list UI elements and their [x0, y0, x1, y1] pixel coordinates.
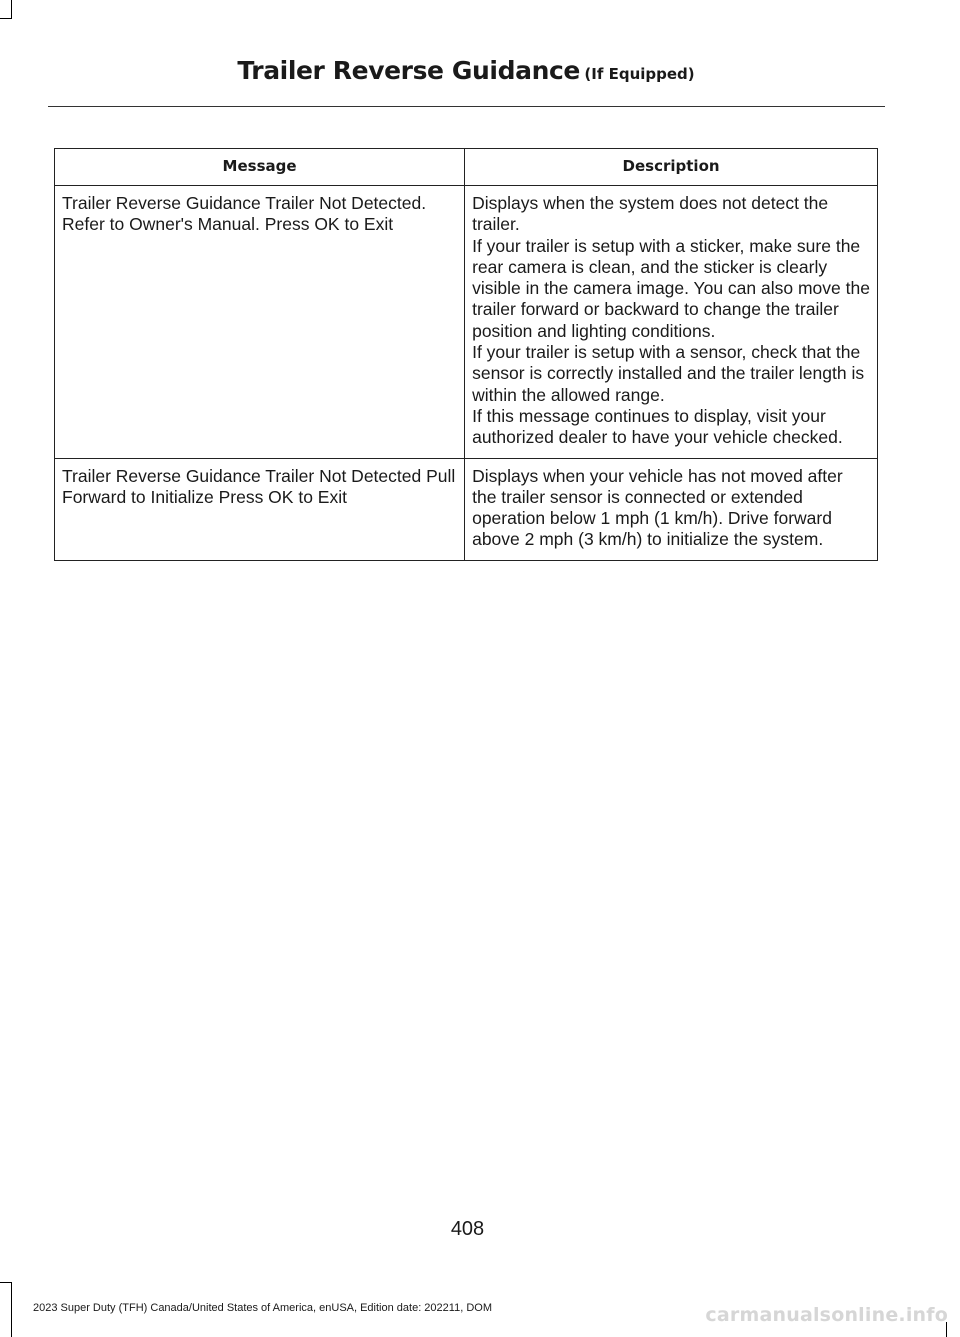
message-cell: Trailer Reverse Guidance Trailer Not Detected. Refer to Owner's Manual. Press OK to Exit: [55, 186, 465, 459]
description-cell: [465, 458, 878, 560]
watermark-text: carmanualsonline.info: [705, 1304, 948, 1326]
crop-mark: [0, 18, 12, 19]
message-table: [54, 148, 878, 561]
table-header-row: [55, 149, 878, 186]
crop-mark: [0, 1282, 12, 1283]
footer-edition-info: 2023 Super Duty (TFH) Canada/United States of America, enUSA, Edition date: 202211, DOM: [33, 1302, 492, 1314]
description-paragraph: If this message continues to display, visit your authorized dealer to have your vehicle checked.: [472, 405, 843, 448]
table-row: [55, 186, 878, 459]
crop-mark: [11, 1282, 12, 1337]
column-header-message: Message: [55, 149, 465, 186]
page-header: [48, 56, 884, 85]
header-divider: [48, 106, 885, 107]
page-subtitle: (If Equipped): [584, 65, 695, 83]
page-title: Trailer Reverse Guidance: [237, 56, 580, 85]
description-cell: [465, 186, 878, 459]
description-paragraph: Displays when your vehicle has not moved after the trailer sensor is connected or extended operation below 1 mph (1 km/h). Drive forward above 2 mph (3 km/h) to initialize the system.: [472, 465, 843, 550]
page-number: 408: [450, 1218, 485, 1240]
description-paragraph: If your trailer is setup with a sensor, check that the sensor is correctly installed and the trailer length is within the allowed range.: [472, 342, 865, 405]
table-row: [55, 458, 878, 560]
column-header-description: Description: [465, 149, 878, 186]
message-cell: Trailer Reverse Guidance Trailer Not Detected Pull Forward to Initialize Press OK to Exit: [55, 458, 465, 560]
description-paragraph: Displays when the system does not detect the trailer.: [472, 193, 829, 235]
crop-mark: [11, 0, 12, 18]
description-paragraph: If your trailer is setup with a sticker, make sure the rear camera is clean, and the sticker is clearly visible in the camera image. You can also move the trailer forward or backward to change the trailer position and lighting conditions.: [472, 235, 870, 341]
